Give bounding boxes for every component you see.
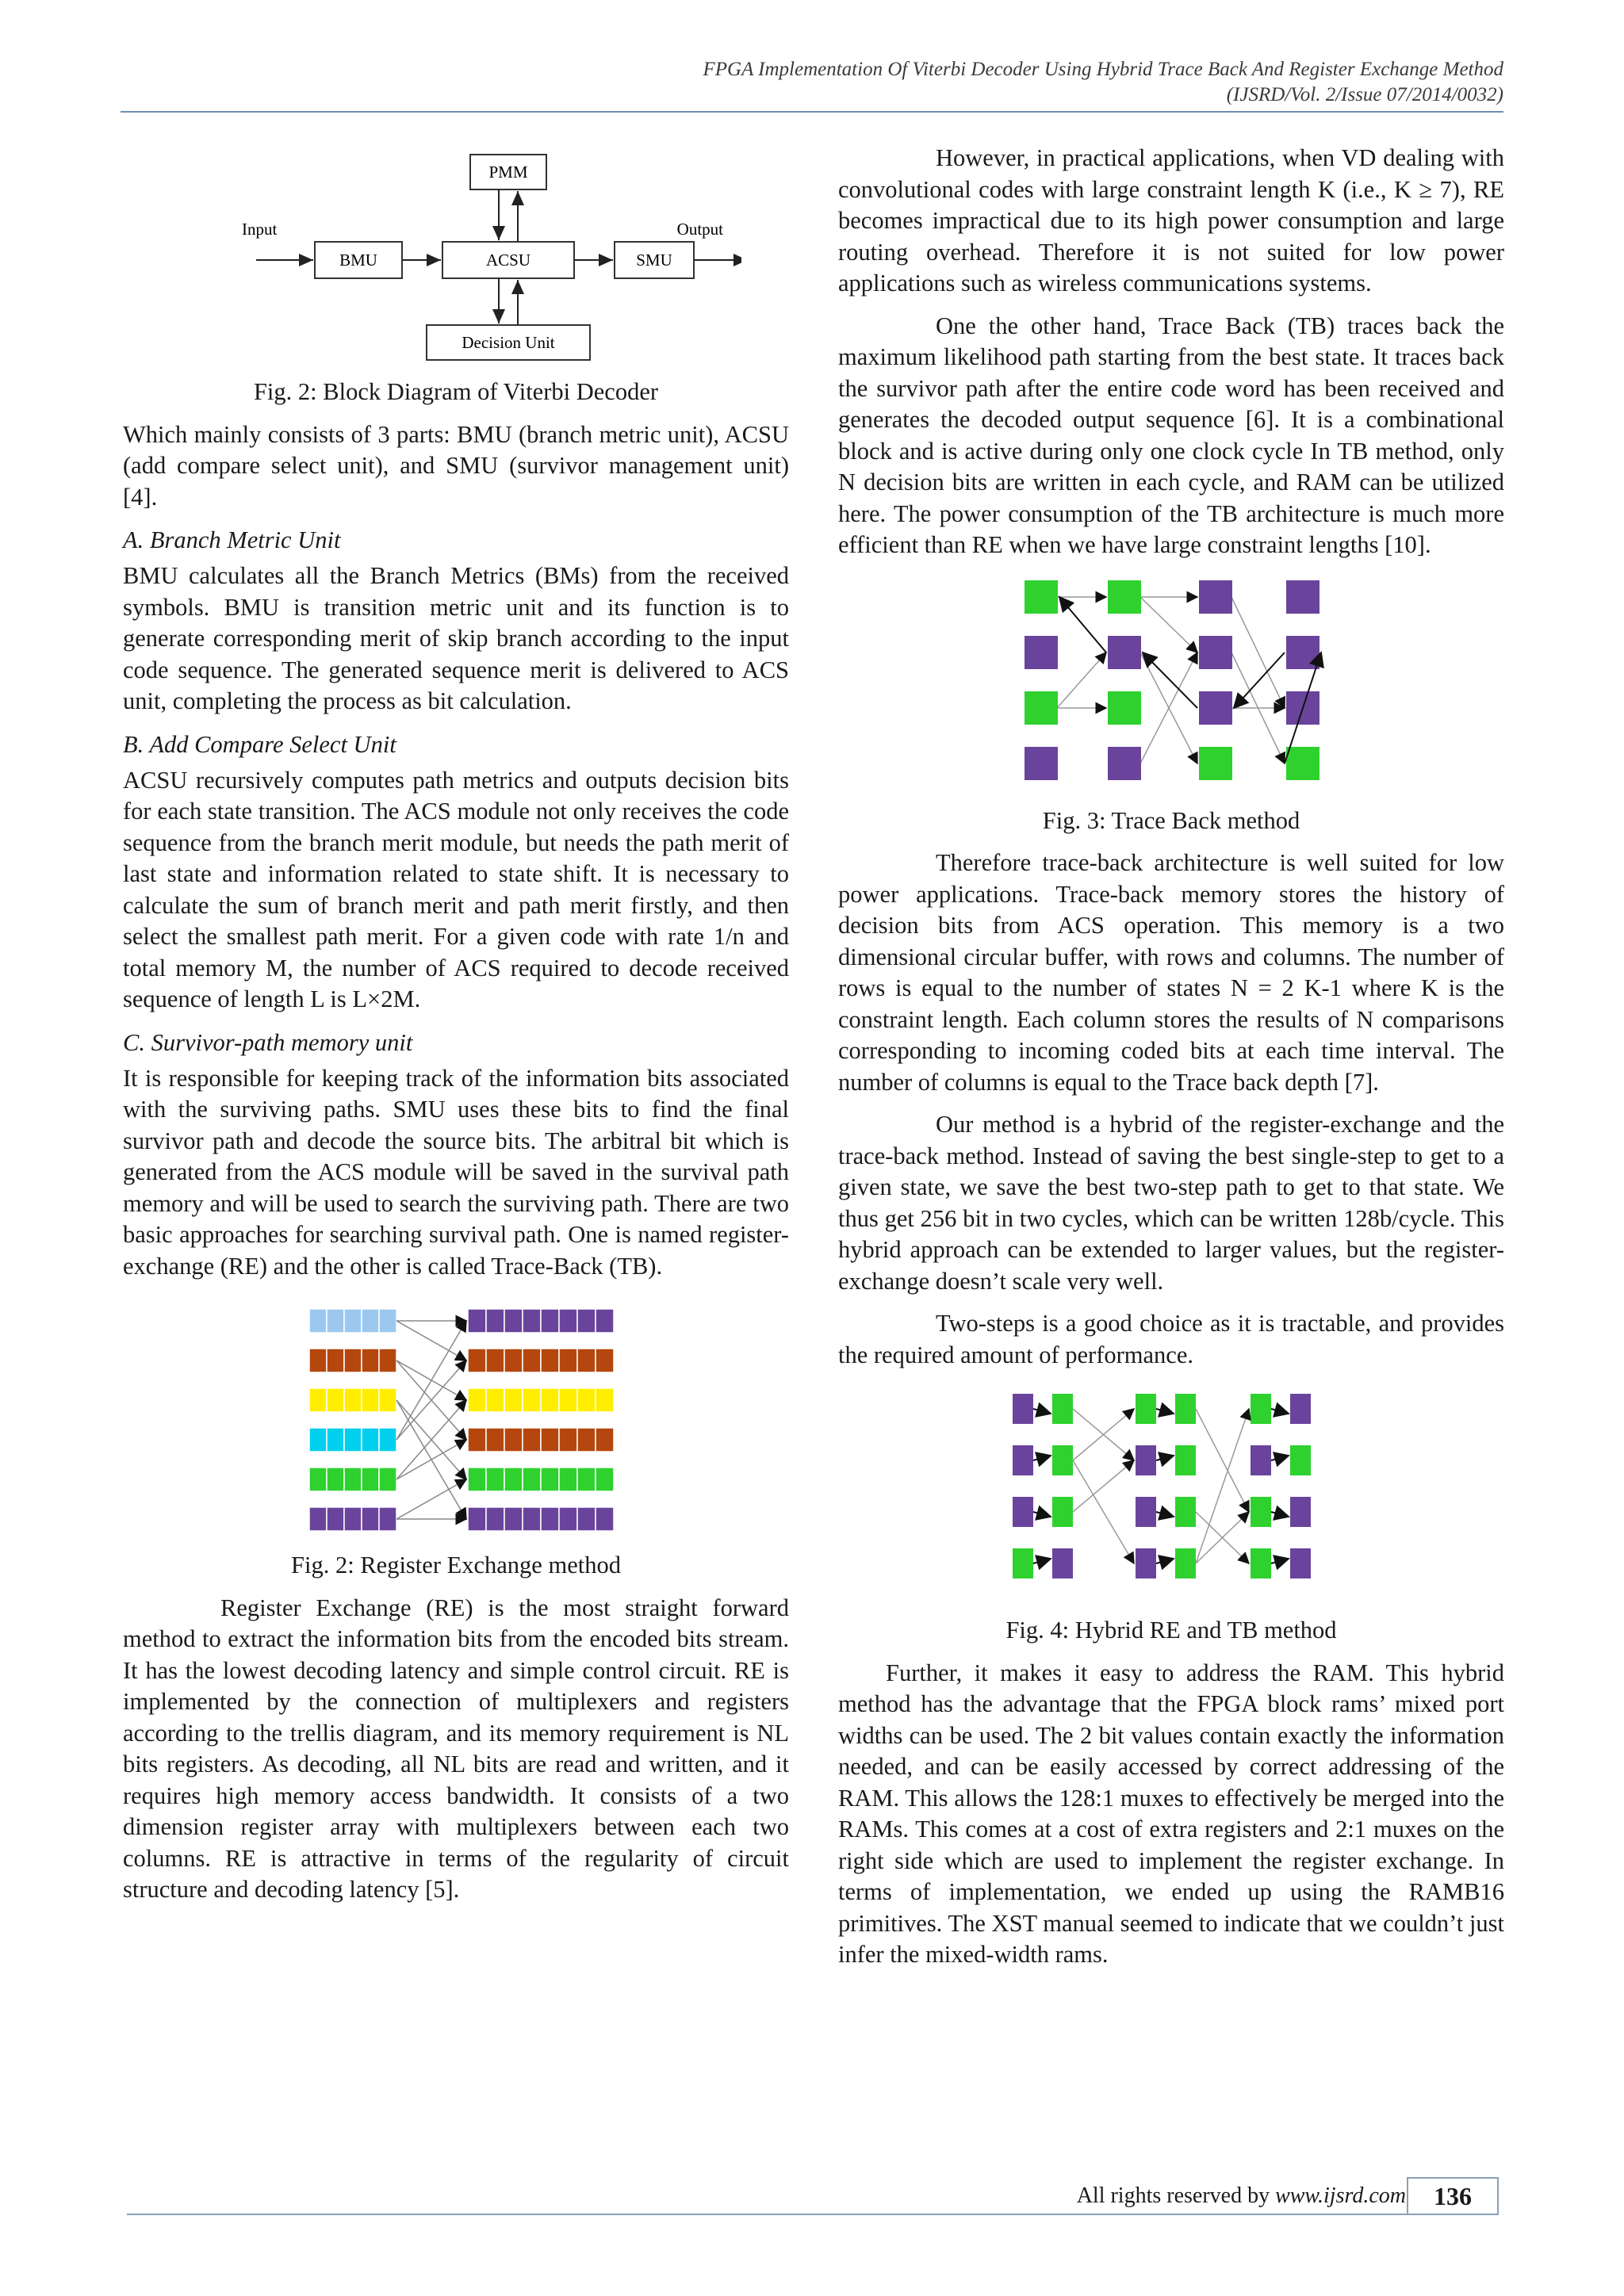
trellis-state-cell xyxy=(1025,636,1058,669)
heading-add-compare-select: B. Add Compare Select Unit xyxy=(123,730,396,758)
exchange-arrow xyxy=(396,1321,466,1360)
paragraph-branch-metric: BMU calculates all the Branch Metrics (BMs) from the received symbols. BMU is transition metric unit and its function is to generate corresponding merit of skip branch according to the input code sequence. The generated sequence merit is delivered to ACS unit, completing the process as bit calculation. xyxy=(123,562,789,714)
fig2b-caption: Fig. 2: Register Exchange method xyxy=(291,1552,621,1578)
register-cell-left xyxy=(327,1309,344,1333)
register-cell-left xyxy=(344,1507,362,1531)
hybrid-link xyxy=(1196,1409,1249,1563)
register-cell-right xyxy=(486,1349,504,1372)
register-cell-right xyxy=(559,1309,577,1333)
register-cell-right xyxy=(468,1309,486,1333)
pmm-label: PMM xyxy=(488,163,528,182)
trellis-state-cell xyxy=(1199,691,1232,725)
hybrid-state-cell xyxy=(1251,1548,1271,1578)
hybrid-step-arrow xyxy=(1033,1456,1051,1460)
header-citation: (IJSRD/Vol. 2/Issue 07/2014/0032) xyxy=(1226,84,1503,105)
register-cell-right xyxy=(468,1349,486,1372)
register-cell-right xyxy=(523,1388,541,1412)
register-cell-left xyxy=(327,1507,344,1531)
trellis-state-cell xyxy=(1108,747,1141,780)
register-cell-left xyxy=(344,1309,362,1333)
register-exchange-figure xyxy=(274,1293,638,1547)
trellis-state-cell xyxy=(1199,636,1232,669)
trellis-state-cell xyxy=(1108,636,1141,669)
trace-edge xyxy=(1140,597,1197,652)
register-cell-right xyxy=(504,1507,523,1531)
register-cell-right xyxy=(596,1428,614,1452)
hybrid-state-cell xyxy=(1136,1445,1156,1475)
heading-survivor-path-memory: C. Survivor-path memory unit xyxy=(123,1028,413,1056)
right-paragraph-4: Our method is a hybrid of the register-exchange and the trace-back method. Instead of saving the best single-step to get to a given state, we save the best two-step path to get to that state. We thus get 256 bit in two cycles, which can be written 128b/cycle. This hybrid approach can be extended to larger values, but the register-exchange doesn’t scale very well. xyxy=(838,1111,1504,1295)
register-cell-right xyxy=(596,1388,614,1412)
paragraph-add-compare-select: ACSU recursively computes path metrics and outputs decision bits for each state transition. The ACS module not only receives the code sequence from the branch merit module, but needs the path merit of last state and information related to state shift. It is necessary to calculate the sum of branch merit and path merit firstly, and then select the smallest path merit. For a given code with rate 1/n and total memory M, the number of ACS required to decode received sequence of length L is L×2M. xyxy=(123,766,789,1012)
page-footer xyxy=(0,2172,1624,2220)
hybrid-step-arrow xyxy=(1271,1559,1289,1563)
right-paragraph-3: Therefore trace-back architecture is well suited for low power applications. Trace-back memory stores the history of decision bits from ACS operation. This memory is a two dimensional circular buffer, with rows and columns. The number of rows is equal to the number of states N = 2 K-1 where K is the constraint length. Each column stores the results of N comparisons corresponding to incoming coded bits at each time interval. The number of columns is equal to the Trace back depth [7]. xyxy=(838,849,1504,1096)
register-cell-right xyxy=(504,1309,523,1333)
trellis-state-cell xyxy=(1108,580,1141,614)
paragraph-register-exchange: Register Exchange (RE) is the most straight forward method to extract the information bits from the encoded bits stream. It has the lowest decoding latency and simple control circuit. RE is implemented by the connection of multiplexers and registers according to the trellis diagram, and its memory requirement is NL bits registers. As decoding, all NL bits are read and written, and it requires high memory access bandwidth. It consists of a two dimension register array with multiplexers between each two columns. RE is attractive in terms of the regularity of circuit structure and decoding latency [5]. xyxy=(123,1594,789,1903)
register-cell-right xyxy=(577,1468,596,1491)
register-cell-left xyxy=(309,1428,327,1452)
footer-copyright-prefix: All rights reserved by xyxy=(1076,2183,1276,2208)
register-cell-right xyxy=(504,1349,523,1372)
register-cell-left xyxy=(362,1349,379,1372)
hybrid-state-cell xyxy=(1136,1548,1156,1578)
register-cell-right xyxy=(541,1428,559,1452)
hybrid-state-cell xyxy=(1052,1548,1073,1578)
trellis-state-cell xyxy=(1108,691,1141,725)
trellis-state-cell xyxy=(1025,747,1058,780)
register-cell-right xyxy=(577,1388,596,1412)
register-cell-right xyxy=(468,1428,486,1452)
register-cell-right xyxy=(596,1309,614,1333)
hybrid-step-arrow xyxy=(1033,1409,1051,1414)
hybrid-state-cell xyxy=(1013,1497,1033,1527)
hybrid-state-cell xyxy=(1175,1548,1196,1578)
register-cell-right xyxy=(541,1309,559,1333)
register-cell-left xyxy=(309,1309,327,1333)
exchange-arrow xyxy=(396,1440,466,1479)
hybrid-link xyxy=(1196,1409,1249,1512)
register-cell-left xyxy=(309,1468,327,1491)
hybrid-step-arrow xyxy=(1033,1512,1051,1517)
left-column xyxy=(123,143,789,1917)
exchange-arrow xyxy=(396,1321,466,1440)
fig3-caption: Fig. 3: Trace Back method xyxy=(1042,806,1300,834)
trellis-state-cell xyxy=(1286,747,1320,780)
hybrid-re-tb-figure xyxy=(989,1382,1354,1612)
register-cell-right xyxy=(596,1468,614,1491)
register-cell-left xyxy=(327,1428,344,1452)
register-cell-left xyxy=(309,1507,327,1531)
register-cell-left xyxy=(362,1468,379,1491)
register-cell-left xyxy=(362,1428,379,1452)
register-cell-right xyxy=(486,1309,504,1333)
hybrid-link xyxy=(1073,1460,1134,1512)
register-cell-left xyxy=(379,1388,396,1412)
footer-rule xyxy=(127,2214,1497,2215)
register-cell-left xyxy=(362,1388,379,1412)
register-cell-right xyxy=(523,1468,541,1491)
hybrid-step-arrow xyxy=(1271,1409,1289,1414)
hybrid-state-cell xyxy=(1052,1445,1073,1475)
register-cell-right xyxy=(559,1468,577,1491)
register-cell-right xyxy=(541,1468,559,1491)
trellis-state-cell xyxy=(1199,580,1232,614)
register-cell-left xyxy=(379,1507,396,1531)
hybrid-state-cell xyxy=(1175,1445,1196,1475)
register-cell-right xyxy=(523,1349,541,1372)
register-cell-right xyxy=(596,1507,614,1531)
hybrid-step-arrow xyxy=(1033,1559,1051,1563)
register-cell-left xyxy=(362,1507,379,1531)
trellis-state-cell xyxy=(1286,636,1320,669)
trellis-state-cell xyxy=(1025,691,1058,725)
register-cell-left xyxy=(344,1388,362,1412)
traceback-arrow xyxy=(1059,597,1106,652)
hybrid-state-cell xyxy=(1251,1394,1271,1424)
hybrid-state-cell xyxy=(1052,1497,1073,1527)
register-cell-right xyxy=(559,1428,577,1452)
bmu-label: BMU xyxy=(339,251,377,270)
hybrid-step-arrow xyxy=(1271,1512,1289,1517)
header-rule xyxy=(121,111,1503,113)
register-cell-right xyxy=(541,1349,559,1372)
register-cell-right xyxy=(486,1507,504,1531)
register-cell-left xyxy=(379,1468,396,1491)
header-title: FPGA Implementation Of Viterbi Decoder Using Hybrid Trace Back And Register Exchange Method xyxy=(703,59,1503,80)
register-cell-right xyxy=(504,1388,523,1412)
hybrid-state-cell xyxy=(1251,1445,1271,1475)
right-paragraph-2: One the other hand, Trace Back (TB) traces back the maximum likelihood path starting from the best state. It traces back the survivor path after the entire code word has been received and generates the decoded output sequence [6]. It is a combinational block and is active during only one clock cycle In TB method, only N decision bits are written in each cycle, and RAM can be utilized here. The power consumption of the TB architecture is much more efficient than RE when we have large constraint lengths [10]. xyxy=(838,312,1504,558)
hybrid-state-cell xyxy=(1136,1497,1156,1527)
hybrid-step-arrow xyxy=(1156,1559,1174,1563)
trellis-state-cell xyxy=(1286,580,1320,614)
smu-label: SMU xyxy=(636,251,672,270)
register-cell-right xyxy=(577,1309,596,1333)
register-cell-left xyxy=(379,1428,396,1452)
register-cell-right xyxy=(559,1388,577,1412)
register-cell-left xyxy=(327,1468,344,1491)
register-cell-right xyxy=(541,1507,559,1531)
exchange-arrow xyxy=(396,1479,466,1519)
register-cell-right xyxy=(559,1349,577,1372)
register-cell-right xyxy=(523,1507,541,1531)
fig4-caption: Fig. 4: Hybrid RE and TB method xyxy=(1005,1617,1337,1644)
register-cell-right xyxy=(486,1388,504,1412)
register-cell-right xyxy=(559,1507,577,1531)
hybrid-step-arrow xyxy=(1156,1512,1174,1517)
register-cell-left xyxy=(362,1309,379,1333)
trace-edge xyxy=(1057,652,1106,708)
hybrid-state-cell xyxy=(1175,1394,1196,1424)
decision-unit-label: Decision Unit xyxy=(462,333,555,352)
output-label: Output xyxy=(676,220,723,239)
register-cell-left xyxy=(379,1309,396,1333)
hybrid-state-cell xyxy=(1290,1445,1311,1475)
register-cell-right xyxy=(577,1349,596,1372)
hybrid-step-arrow xyxy=(1271,1456,1289,1460)
right-paragraph-6: Further, it makes it easy to address the RAM. This hybrid method has the advantage that the FPGA block rams’ mixed port widths can be used. The 2 bit values contain exactly the information needed, and can be easily accessed by correct addressing of the RAM. This allows the 128:1 muxes to effectively be merged into the RAMs. This comes at a cost of extra registers and 2:1 muxes on the right side which are used to implement the register exchange. In terms of implementation, we ended up using the RAMB16 primitives. The XST manual seemed to indicate that we couldn’t just infer the mixed-width rams. xyxy=(838,1659,1504,1968)
hybrid-step-arrow xyxy=(1156,1456,1174,1460)
hybrid-state-cell xyxy=(1136,1394,1156,1424)
register-cell-right xyxy=(577,1428,596,1452)
hybrid-state-cell xyxy=(1013,1548,1033,1578)
hybrid-step-arrow xyxy=(1156,1409,1174,1414)
register-cell-right xyxy=(486,1428,504,1452)
right-column xyxy=(838,143,1504,1982)
hybrid-state-cell xyxy=(1290,1548,1311,1578)
register-cell-left xyxy=(327,1349,344,1372)
trellis-state-cell xyxy=(1199,747,1232,780)
input-label: Input xyxy=(242,220,278,239)
register-cell-right xyxy=(541,1388,559,1412)
register-cell-right xyxy=(504,1428,523,1452)
viterbi-block-diagram xyxy=(170,143,741,369)
register-cell-right xyxy=(468,1388,486,1412)
running-header xyxy=(314,57,1503,108)
trace-edge xyxy=(1231,597,1285,708)
register-cell-right xyxy=(596,1349,614,1372)
register-cell-right xyxy=(577,1507,596,1531)
hybrid-state-cell xyxy=(1290,1394,1311,1424)
hybrid-state-cell xyxy=(1175,1497,1196,1527)
register-cell-left xyxy=(344,1428,362,1452)
hybrid-state-cell xyxy=(1251,1497,1271,1527)
paragraph-survivor-path-memory: It is responsible for keeping track of the information bits associated with the surviving paths. SMU uses these bits to find the final survivor path and decode the source bits. The arbitral bit which is generated from the ACS module will be saved in the survival path memory and will be used to search the surviving path. There are two basic approaches for searching survival path. One is named register-exchange (RE) and the other is called Trace-Back (TB). xyxy=(123,1064,789,1280)
trellis-state-cell xyxy=(1025,580,1058,614)
hybrid-state-cell xyxy=(1013,1394,1033,1424)
fig2a-caption: Fig. 2: Block Diagram of Viterbi Decoder xyxy=(253,378,659,405)
acsu-label: ACSU xyxy=(485,251,531,270)
register-cell-right xyxy=(486,1468,504,1491)
page-number: 136 xyxy=(1407,2177,1499,2215)
traceback-arrow xyxy=(1234,652,1285,708)
register-cell-left xyxy=(327,1388,344,1412)
hybrid-link xyxy=(1073,1460,1134,1563)
footer-site-link[interactable]: www.ijsrd.com xyxy=(1275,2183,1406,2208)
right-paragraph-5: Two-steps is a good choice as it is tractable, and provides the required amount of performance. xyxy=(838,1310,1504,1368)
left-paragraph-1: Which mainly consists of 3 parts: BMU (branch metric unit), ACSU (add compare select unit), and SMU (survivor management unit) [4]. xyxy=(123,420,789,511)
register-cell-right xyxy=(468,1468,486,1491)
register-cell-right xyxy=(523,1428,541,1452)
hybrid-state-cell xyxy=(1052,1394,1073,1424)
trace-back-figure xyxy=(989,572,1354,802)
register-cell-left xyxy=(344,1468,362,1491)
hybrid-state-cell xyxy=(1290,1497,1311,1527)
register-cell-left xyxy=(379,1349,396,1372)
hybrid-state-cell xyxy=(1013,1445,1033,1475)
footer-copyright xyxy=(1077,2183,1406,2209)
register-cell-left xyxy=(309,1349,327,1372)
register-cell-right xyxy=(504,1468,523,1491)
heading-branch-metric-unit: A. Branch Metric Unit xyxy=(123,526,341,553)
traceback-arrow xyxy=(1143,652,1197,708)
register-cell-right xyxy=(523,1309,541,1333)
right-paragraph-1: However, in practical applications, when VD dealing with convolutional codes with large constraint length K (i.e., K ≥ 7), RE becomes impractical due to its high power consumption and large routing overhead. Therefore it is not suited for low power applications such as wireless communications systems. xyxy=(838,144,1504,297)
register-cell-right xyxy=(468,1507,486,1531)
register-cell-left xyxy=(344,1349,362,1372)
register-cell-left xyxy=(309,1388,327,1412)
